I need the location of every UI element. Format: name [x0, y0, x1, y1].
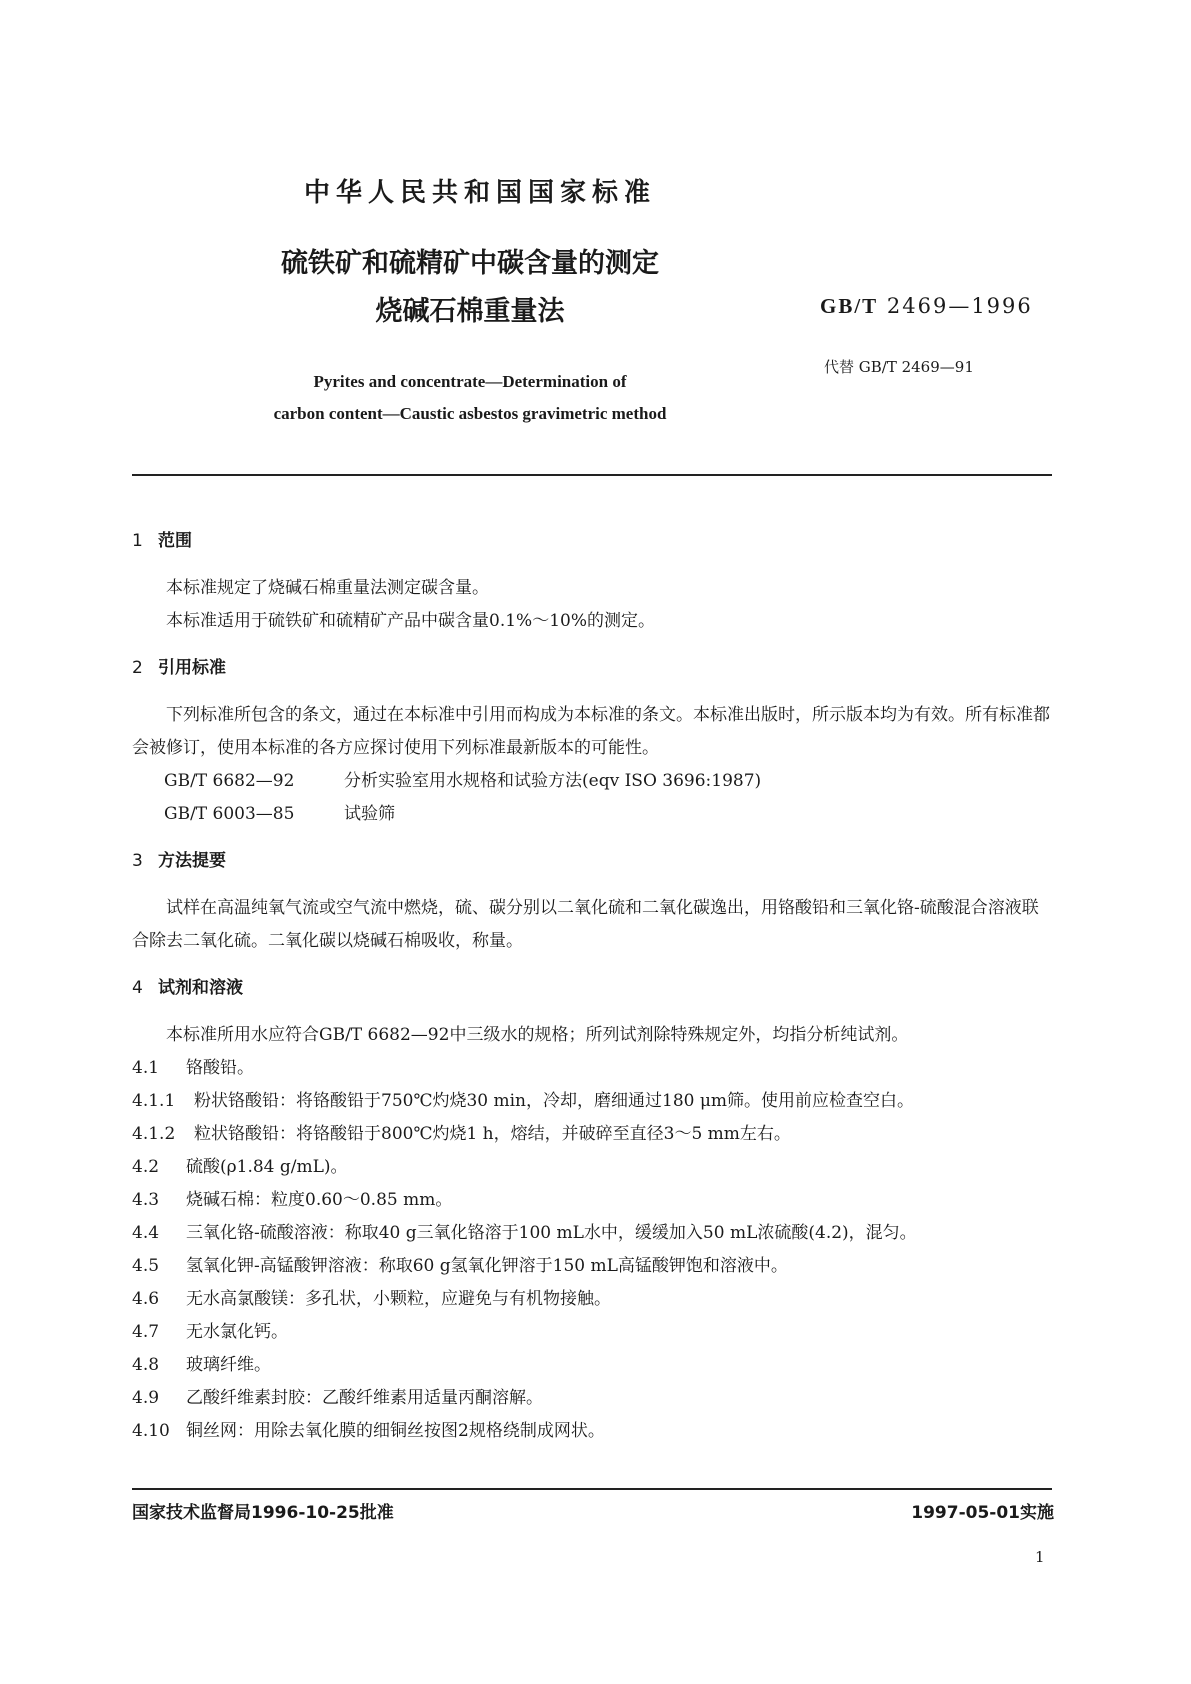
reagent-item: [132, 1085, 1052, 1118]
title-line-1: 硫铁矿和硫精矿中碳含量的测定: [281, 248, 659, 279]
item-text: 铬酸铅。: [186, 1058, 254, 1078]
reagent-item: [132, 1184, 1052, 1217]
item-number: 4.4: [132, 1223, 160, 1243]
standard-code: 2469—1996: [886, 294, 1033, 318]
english-title-line-2: carbon content—Caustic asbestos gravimetric method: [273, 404, 667, 423]
replaces-standard: 代替 GB/T 2469—91: [824, 358, 974, 376]
paragraph: 本标准所用水应符合GB/T 6682—92中三级水的规格；所列试剂除特殊规定外，均指分析纯试剂。: [166, 1025, 909, 1045]
english-title: [200, 366, 740, 430]
item-number: 4.2: [132, 1157, 160, 1177]
item-number: 4.10: [132, 1421, 170, 1441]
english-title-line-1: Pyrites and concentrate—Determination of: [313, 372, 627, 391]
section-number: 3: [132, 851, 143, 871]
item-text: 无水高氯酸镁：多孔状，小颗粒，应避免与有机物接触。: [186, 1289, 611, 1309]
section-method-summary: [132, 845, 1052, 958]
reagent-item: [132, 1250, 1052, 1283]
section-heading: [132, 652, 1052, 685]
footer-divider: [132, 1488, 1052, 1490]
section-number: 2: [132, 658, 143, 678]
item-text: 铜丝网：用除去氧化膜的细铜丝按图2规格绕制成网状。: [186, 1421, 605, 1441]
page-number: 1: [1035, 1548, 1045, 1566]
item-text: 烧碱石棉：粒度0.60～0.85 mm。: [186, 1190, 453, 1210]
item-text: 粒状铬酸铅：将铬酸铅于800℃灼烧1 h，熔结，并破碎至直径3～5 mm左右。: [194, 1124, 791, 1144]
item-number: 4.1.1: [132, 1091, 176, 1111]
item-text: 玻璃纤维。: [186, 1355, 271, 1375]
section-title: 试剂和溶液: [158, 978, 243, 998]
section-heading: [132, 525, 1052, 558]
national-standard-heading: 中华人民共和国国家标准: [303, 178, 656, 208]
section-normative-references: [132, 652, 1052, 831]
standard-number: [820, 294, 1033, 319]
effective-date: 1997-05-01实施: [911, 1503, 1054, 1523]
item-text: 乙酸纤维素封胶：乙酸纤维素用适量丙酮溶解。: [186, 1388, 543, 1408]
reference-title: 试验筛: [344, 804, 395, 824]
standard-prefix: GB/T: [820, 294, 879, 318]
reagent-list: [132, 1052, 1052, 1448]
document-title: [200, 240, 740, 336]
item-number: 4.6: [132, 1289, 160, 1309]
reagent-item: [132, 1382, 1052, 1415]
reagent-item: [132, 1118, 1052, 1151]
reagent-item: [132, 1316, 1052, 1349]
reference-title: 分析实验室用水规格和试验方法(eqv ISO 3696:1987): [344, 771, 762, 791]
item-number: 4.3: [132, 1190, 160, 1210]
section-reagents: [132, 972, 1052, 1448]
item-number: 4.5: [132, 1256, 160, 1276]
paragraph: 本标准适用于硫铁矿和硫精矿产品中碳含量0.1%～10%的测定。: [166, 611, 655, 631]
item-number: 4.1: [132, 1058, 160, 1078]
approval-date: 国家技术监督局1996-10-25批准: [132, 1503, 394, 1523]
item-text: 硫酸(ρ1.84 g/mL)。: [186, 1157, 348, 1177]
title-line-2: 烧碱石棉重量法: [375, 296, 565, 327]
header-divider: [132, 474, 1052, 476]
item-text: 三氧化铬-硫酸溶液：称取40 g三氧化铬溶于100 mL水中，缓缓加入50 mL浓硫酸(4.2)，混匀。: [186, 1223, 917, 1243]
section-number: 4: [132, 978, 143, 998]
paragraph: 下列标准所包含的条文，通过在本标准中引用而构成为本标准的条文。本标准出版时，所示版本均为有效。所有标准都会被修订，使用本标准的各方应探讨使用下列标准最新版本的可能性。: [132, 705, 1050, 758]
reagent-item: [132, 1283, 1052, 1316]
reagent-item: [132, 1052, 1052, 1085]
reagent-item: [132, 1217, 1052, 1250]
reagent-item: [132, 1151, 1052, 1184]
reference-item: [132, 798, 1052, 831]
paragraph: 试样在高温纯氧气流或空气流中燃烧，硫、碳分别以二氧化硫和二氧化碳逸出，用铬酸铅和三氧化铬-硫酸混合溶液联合除去二氧化硫。二氧化碳以烧碱石棉吸收，称量。: [132, 898, 1039, 951]
section-number: 1: [132, 531, 143, 551]
reference-item: [132, 765, 1052, 798]
reagent-item: [132, 1415, 1052, 1448]
reagent-item: [132, 1349, 1052, 1382]
section-heading: [132, 972, 1052, 1005]
item-text: 氢氧化钾-高锰酸钾溶液：称取60 g氢氧化钾溶于150 mL高锰酸钾饱和溶液中。: [186, 1256, 788, 1276]
section-title: 方法提要: [158, 851, 226, 871]
section-title: 范围: [158, 531, 192, 551]
item-text: 粉状铬酸铅：将铬酸铅于750℃灼烧30 min，冷却，磨细通过180 μm筛。使用前应检查空白。: [194, 1091, 915, 1111]
item-number: 4.9: [132, 1388, 160, 1408]
section-heading: [132, 845, 1052, 878]
section-title: 引用标准: [158, 658, 226, 678]
paragraph: 本标准规定了烧碱石棉重量法测定碳含量。: [166, 578, 489, 598]
item-number: 4.7: [132, 1322, 160, 1342]
item-text: 无水氯化钙。: [186, 1322, 288, 1342]
document-body: [132, 525, 1052, 1462]
reference-code: GB/T 6682—92: [164, 771, 295, 791]
reference-code: GB/T 6003—85: [164, 804, 295, 824]
item-number: 4.8: [132, 1355, 160, 1375]
item-number: 4.1.2: [132, 1124, 176, 1144]
section-scope: [132, 525, 1052, 638]
